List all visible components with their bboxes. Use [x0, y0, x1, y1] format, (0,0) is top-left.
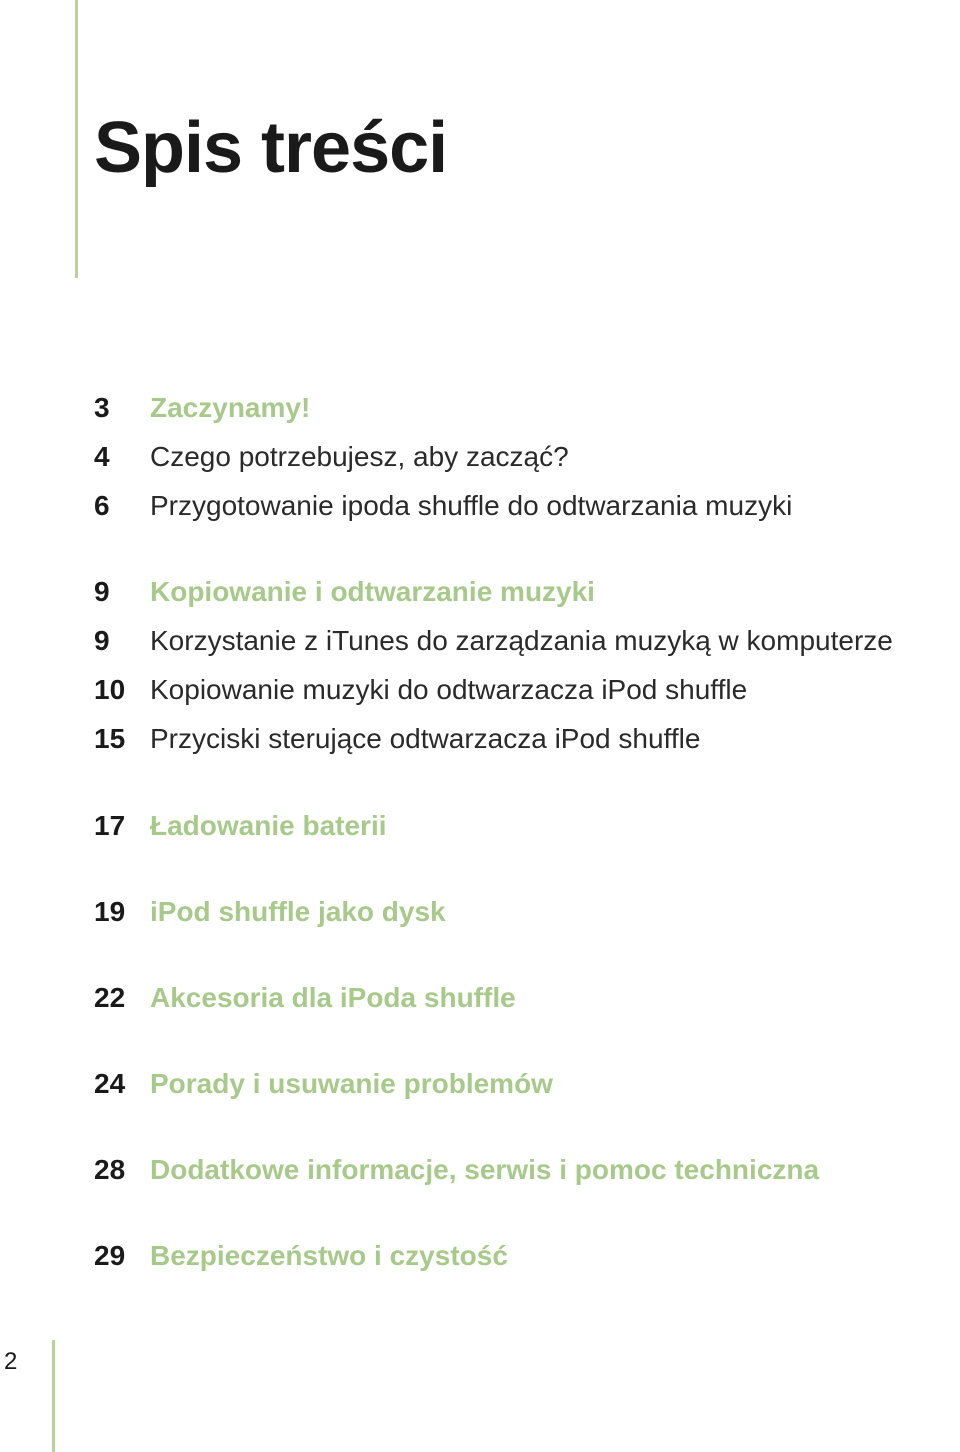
page-number: 2 — [4, 1348, 18, 1375]
toc-chapter-entry[interactable] — [94, 1064, 553, 1104]
toc-page-number: 22 — [94, 982, 126, 1013]
toc-page-number: 6 — [94, 490, 110, 521]
toc-page-number: 24 — [94, 1068, 126, 1099]
toc-section-entry[interactable] — [94, 719, 700, 759]
toc-chapter-entry[interactable] — [94, 1236, 508, 1276]
toc-chapter-entry[interactable] — [94, 806, 387, 846]
toc-title: Zaczynamy! — [150, 392, 311, 423]
toc-title: Dodatkowe informacje, serwis i pomoc techniczna — [150, 1154, 820, 1185]
toc-title: Korzystanie z iTunes do zarządzania muzyką w komputerze — [150, 625, 893, 656]
top-decorative-rule — [75, 0, 78, 278]
toc-section-entry[interactable] — [94, 670, 747, 710]
toc-title: Czego potrzebujesz, aby zacząć? — [150, 441, 569, 472]
toc-chapter-entry[interactable] — [94, 572, 595, 612]
toc-page-number: 9 — [94, 625, 110, 656]
toc-title: Kopiowanie i odtwarzanie muzyki — [150, 576, 595, 607]
toc-page-number: 28 — [94, 1154, 126, 1185]
toc-page-number: 17 — [94, 810, 126, 841]
toc-title: Przygotowanie ipoda shuffle do odtwarzania muzyki — [150, 490, 793, 521]
toc-page-number: 29 — [94, 1240, 126, 1271]
toc-title: Porady i usuwanie problemów — [150, 1068, 553, 1099]
toc-page-number: 9 — [94, 576, 110, 607]
bottom-decorative-rule — [52, 1340, 55, 1452]
toc-page-number: 3 — [94, 392, 110, 423]
toc-title: iPod shuffle jako dysk — [150, 896, 446, 927]
toc-title: Ładowanie baterii — [150, 810, 387, 841]
toc-title: Kopiowanie muzyki do odtwarzacza iPod shuffle — [150, 674, 748, 705]
toc-title: Bezpieczeństwo i czystość — [150, 1240, 508, 1271]
toc-chapter-entry[interactable] — [94, 1150, 819, 1190]
toc-page-number: 10 — [94, 674, 126, 705]
toc-page-number: 15 — [94, 723, 126, 754]
toc-page-number: 4 — [94, 441, 110, 472]
toc-chapter-entry[interactable] — [94, 388, 310, 428]
toc-section-entry[interactable] — [94, 621, 893, 661]
toc-title: Przyciski sterujące odtwarzacza iPod shuffle — [150, 723, 701, 754]
toc-chapter-entry[interactable] — [94, 892, 446, 932]
toc-chapter-entry[interactable] — [94, 978, 516, 1018]
toc-section-entry[interactable] — [94, 437, 569, 477]
toc-page-number: 19 — [94, 896, 126, 927]
toc-title: Akcesoria dla iPoda shuffle — [150, 982, 516, 1013]
page-title: Spis treści — [94, 108, 448, 188]
toc-section-entry[interactable] — [94, 486, 792, 526]
